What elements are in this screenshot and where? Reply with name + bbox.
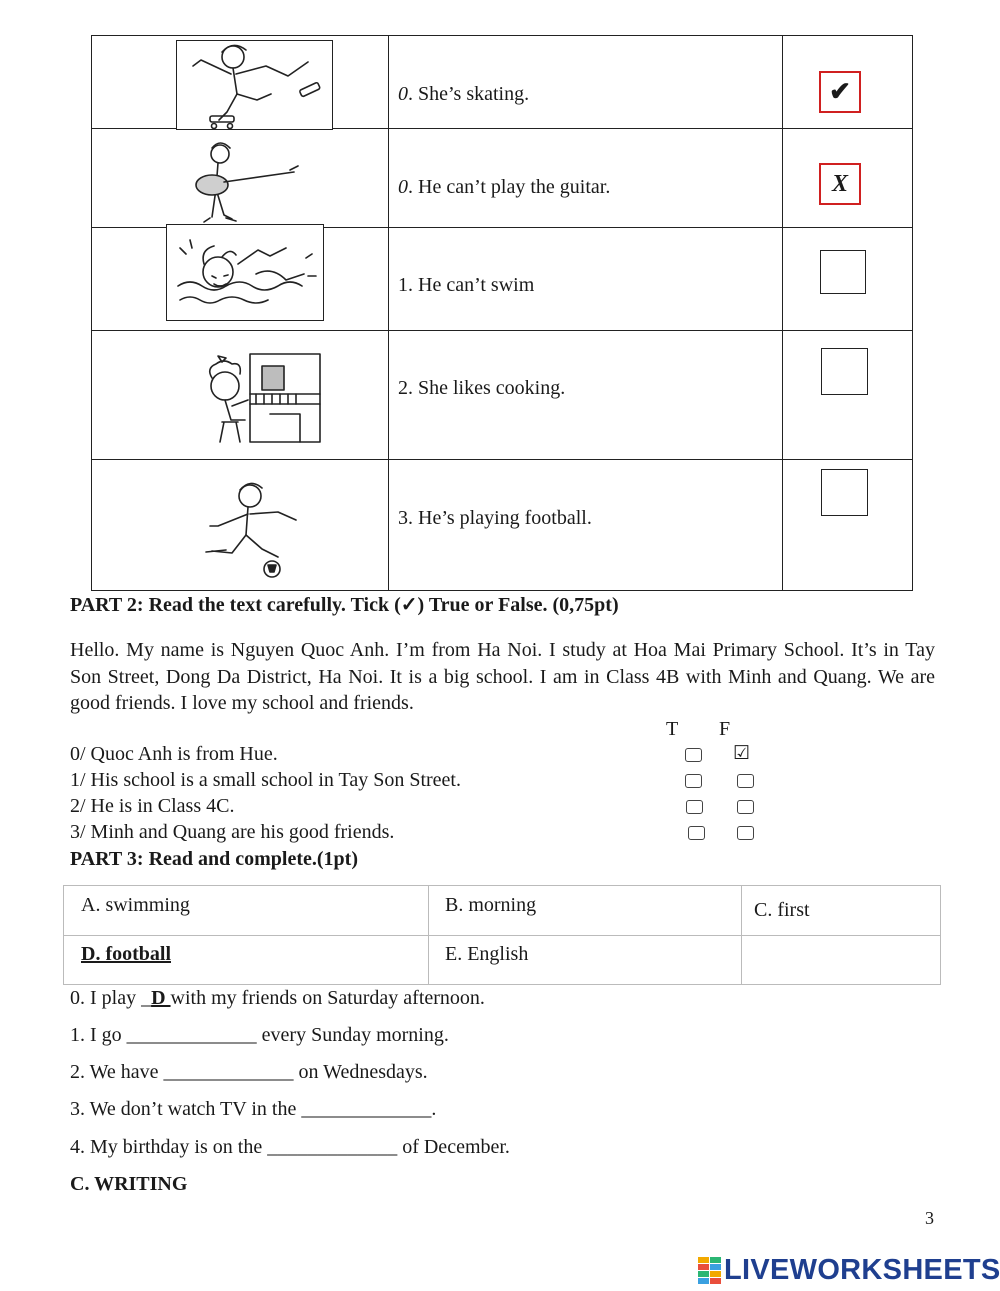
q1-false-checkbox[interactable]	[737, 774, 754, 788]
answer-cell	[782, 227, 913, 331]
q3-true-checkbox[interactable]	[688, 826, 705, 840]
answer-cell	[782, 459, 913, 591]
swimming-boy-icon	[166, 224, 324, 321]
q3-false-checkbox[interactable]	[737, 826, 754, 840]
question-3: 3/ Minh and Quang are his good friends.	[70, 821, 395, 843]
answer-cell	[782, 330, 913, 460]
option-e: E. English	[428, 935, 742, 985]
q1-true-checkbox[interactable]	[685, 774, 702, 788]
football-boy-icon	[202, 480, 302, 580]
answer-box-2[interactable]	[821, 348, 868, 395]
option-c: C. first	[741, 885, 941, 936]
q2-true-checkbox[interactable]	[686, 800, 703, 814]
column-false-label: F	[719, 718, 731, 740]
question-1: 1/ His school is a small school in Tay Son Street.	[70, 769, 461, 791]
check-icon: ✔	[829, 77, 851, 106]
sentence-3[interactable]: 3. We don’t watch TV in the _____________.	[70, 1098, 437, 1120]
section-c-heading: C. WRITING	[70, 1173, 188, 1195]
skating-girl-icon	[176, 40, 333, 130]
statement-text: 0. He can’t play the guitar.	[398, 176, 611, 198]
answer-box-example-true	[819, 71, 861, 113]
sentence-1[interactable]: 1. I go _____________ every Sunday morning.	[70, 1024, 449, 1046]
part3-heading: PART 3: Read and complete.(1pt)	[70, 848, 358, 870]
statement-text: 0. She’s skating.	[398, 83, 530, 105]
reading-paragraph: Hello. My name is Nguyen Quoc Anh. I’m from Ha Noi. I study at Hoa Mai Primary School. It’s in Tay Son Street, Dong Da District, Ha Noi. It is a big school. I am in Class 4B with Minh and Quang. We are good friends. I love my school and friends.	[70, 639, 935, 714]
q0-false-checked-icon: ☑	[733, 743, 751, 764]
option-d-label: D. football	[81, 943, 171, 965]
liveworksheets-logo-icon	[698, 1257, 722, 1285]
q2-false-checkbox[interactable]	[737, 800, 754, 814]
empty-cell	[741, 935, 941, 985]
question-2: 2/ He is in Class 4C.	[70, 795, 235, 817]
answer-cell	[782, 35, 913, 129]
question-0: 0/ Quoc Anh is from Hue.	[70, 743, 278, 765]
sentence-4[interactable]: 4. My birthday is on the _____________ of December.	[70, 1136, 510, 1158]
cross-icon: X	[831, 170, 848, 197]
option-b: B. morning	[428, 885, 742, 936]
statement-text: 1. He can’t swim	[398, 274, 535, 296]
statement-cell	[388, 128, 783, 228]
statement-cell	[388, 330, 783, 460]
option-d-used	[63, 935, 429, 985]
brand-name: LIVEWORKSHEETS	[724, 1254, 1000, 1286]
sentence-2[interactable]: 2. We have _____________ on Wednesdays.	[70, 1061, 428, 1083]
example-answer: D	[151, 987, 171, 1009]
sentence-0: 0. I play _D with my friends on Saturday afternoon.	[70, 987, 485, 1009]
piano-girl-icon	[200, 350, 325, 450]
answer-box-3[interactable]	[821, 469, 868, 516]
statement-text: 2. She likes cooking.	[398, 377, 566, 399]
guitar-boy-icon	[190, 140, 300, 226]
word-bank-table	[63, 885, 941, 985]
part2-heading: PART 2: Read the text carefully. Tick (✓) True or False. (0,75pt)	[70, 594, 619, 616]
option-a: A. swimming	[63, 885, 429, 936]
answer-mark	[822, 349, 867, 394]
answer-cell	[782, 128, 913, 228]
answer-mark	[821, 251, 865, 293]
liveworksheets-logo	[698, 1254, 1000, 1287]
q0-true-checkbox	[685, 748, 702, 762]
statement-cell	[388, 459, 783, 591]
statement-cell	[388, 35, 783, 129]
statement-text: 3. He’s playing football.	[398, 507, 592, 529]
answer-box-1[interactable]	[820, 250, 866, 294]
statement-cell	[388, 227, 783, 331]
answer-box-example-false	[819, 163, 861, 205]
column-true-label: T	[666, 718, 679, 740]
answer-mark	[822, 470, 867, 515]
page-number: 3	[925, 1208, 934, 1228]
